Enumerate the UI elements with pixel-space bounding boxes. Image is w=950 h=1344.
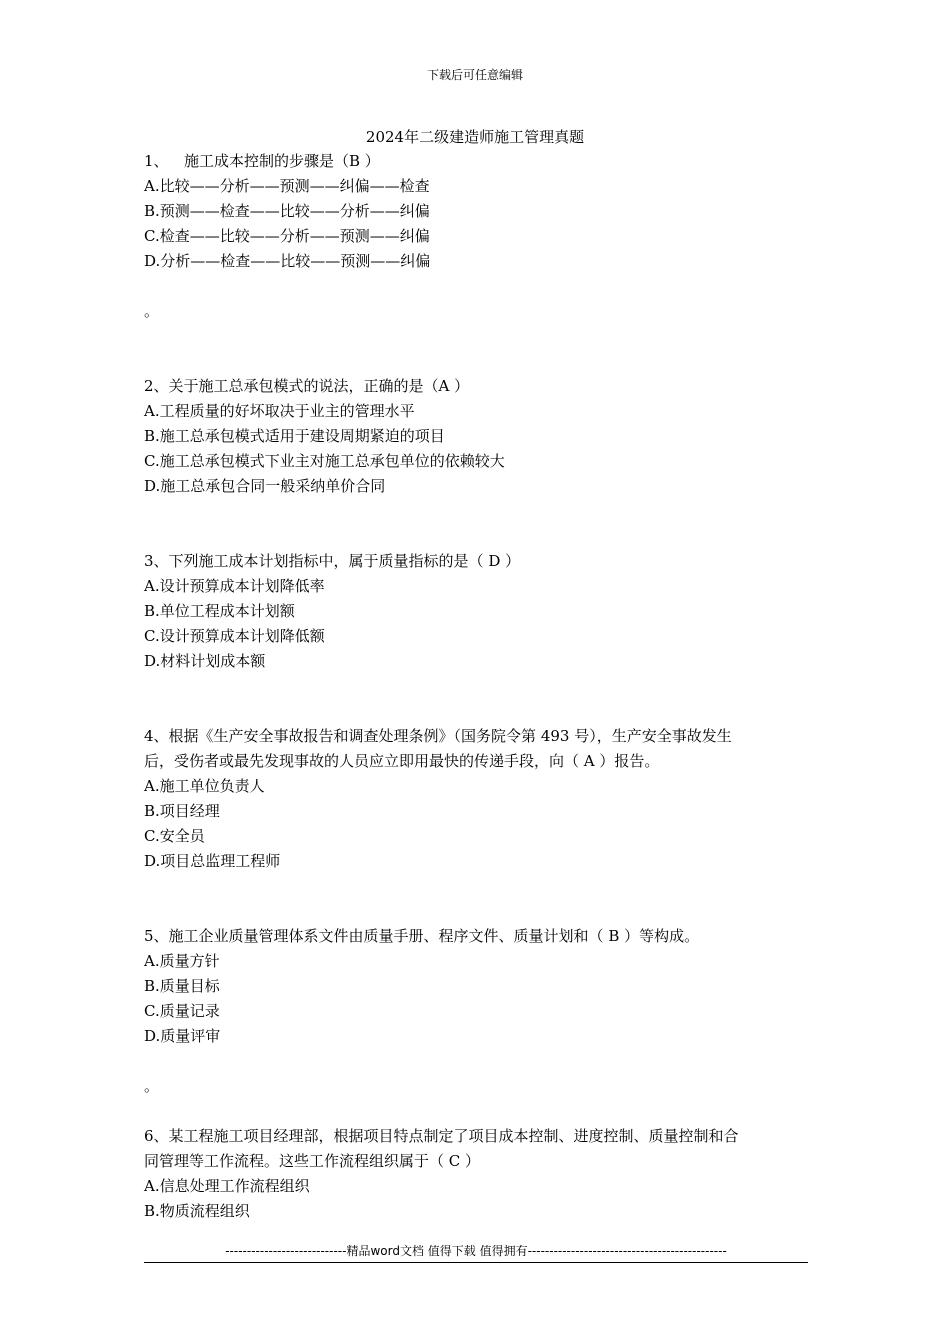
question-3-option-c: C.设计预算成本计划降低额: [144, 627, 325, 645]
question-4-stem-line-1: 4、根据《生产安全事故报告和调查处理条例》（国务院令第 493 号），生产安全事故发生: [144, 727, 732, 745]
question-1-option-d: D.分析——检查——比较——预测——纠偏: [144, 252, 431, 270]
question-5-trailing-mark: 。: [144, 1077, 160, 1095]
document-title: 2024年二级建造师施工管理真题: [365, 128, 585, 146]
question-3-option-b: B.单位工程成本计划额: [144, 602, 295, 620]
question-2-option-c: C.施工总承包模式下业主对施工总承包单位的依赖较大: [144, 452, 505, 470]
question-1-trailing-mark: 。: [144, 302, 160, 320]
footer-divider: [144, 1262, 808, 1263]
question-6-stem-line-2: 同管理等工作流程。这些工作流程组织属于（ C ）: [144, 1152, 481, 1170]
question-4-option-b: B.项目经理: [144, 802, 220, 820]
question-4-stem-line-2: 后，受伤者或最先发现事故的人员应立即用最快的传递手段，向（ A ）报告。: [144, 752, 660, 770]
question-3-option-d: D.材料计划成本额: [144, 652, 266, 670]
question-2-stem: 2、关于施工总承包模式的说法，正确的是（A ）: [144, 377, 470, 395]
question-5-stem: 5、施工企业质量管理体系文件由质量手册、程序文件、质量计划和（ B ）等构成。: [144, 927, 700, 945]
document-body: [144, 149, 808, 1224]
question-4-option-d: D.项目总监理工程师: [144, 852, 281, 870]
question-5-option-d: D.质量评审: [144, 1027, 221, 1045]
question-1-option-b: B.预测——检查——比较——分析——纠偏: [144, 202, 430, 220]
question-6-option-a: A.信息处理工作流程组织: [144, 1177, 310, 1195]
question-4-option-a: A.施工单位负责人: [144, 777, 265, 795]
question-1-number: 1、: [144, 152, 169, 170]
question-1-option-c: C.检查——比较——分析——预测——纠偏: [144, 227, 430, 245]
question-3-option-a: A.设计预算成本计划降低率: [144, 577, 325, 595]
question-6-stem-line-1: 6、某工程施工项目经理部，根据项目特点制定了项目成本控制、进度控制、质量控制和合: [144, 1127, 739, 1145]
header-note: 下载后可任意编辑: [426, 68, 523, 82]
footer-banner: ----------------------------精品word文档 值得下载 值得拥有----------------------------------------------: [225, 1244, 727, 1258]
question-6-option-b: B.物质流程组织: [144, 1202, 250, 1220]
question-2-option-a: A.工程质量的好坏取决于业主的管理水平: [144, 402, 415, 420]
question-4-option-c: C.安全员: [144, 827, 205, 845]
question-1-option-a: A.比较——分析——预测——纠偏——检查: [144, 177, 430, 195]
question-5-option-c: C.质量记录: [144, 1002, 220, 1020]
question-5-option-b: B.质量目标: [144, 977, 220, 995]
question-1-text: 施工成本控制的步骤是（B ）: [184, 152, 380, 170]
question-1-stem: [144, 149, 808, 174]
question-5-option-a: A.质量方针: [144, 952, 220, 970]
question-2-option-b: B.施工总承包模式适用于建设周期紧迫的项目: [144, 427, 445, 445]
question-3-stem: 3、下列施工成本计划指标中，属于质量指标的是（ D ）: [144, 552, 521, 570]
question-2-option-d: D.施工总承包合同一般采纳单价合同: [144, 477, 386, 495]
